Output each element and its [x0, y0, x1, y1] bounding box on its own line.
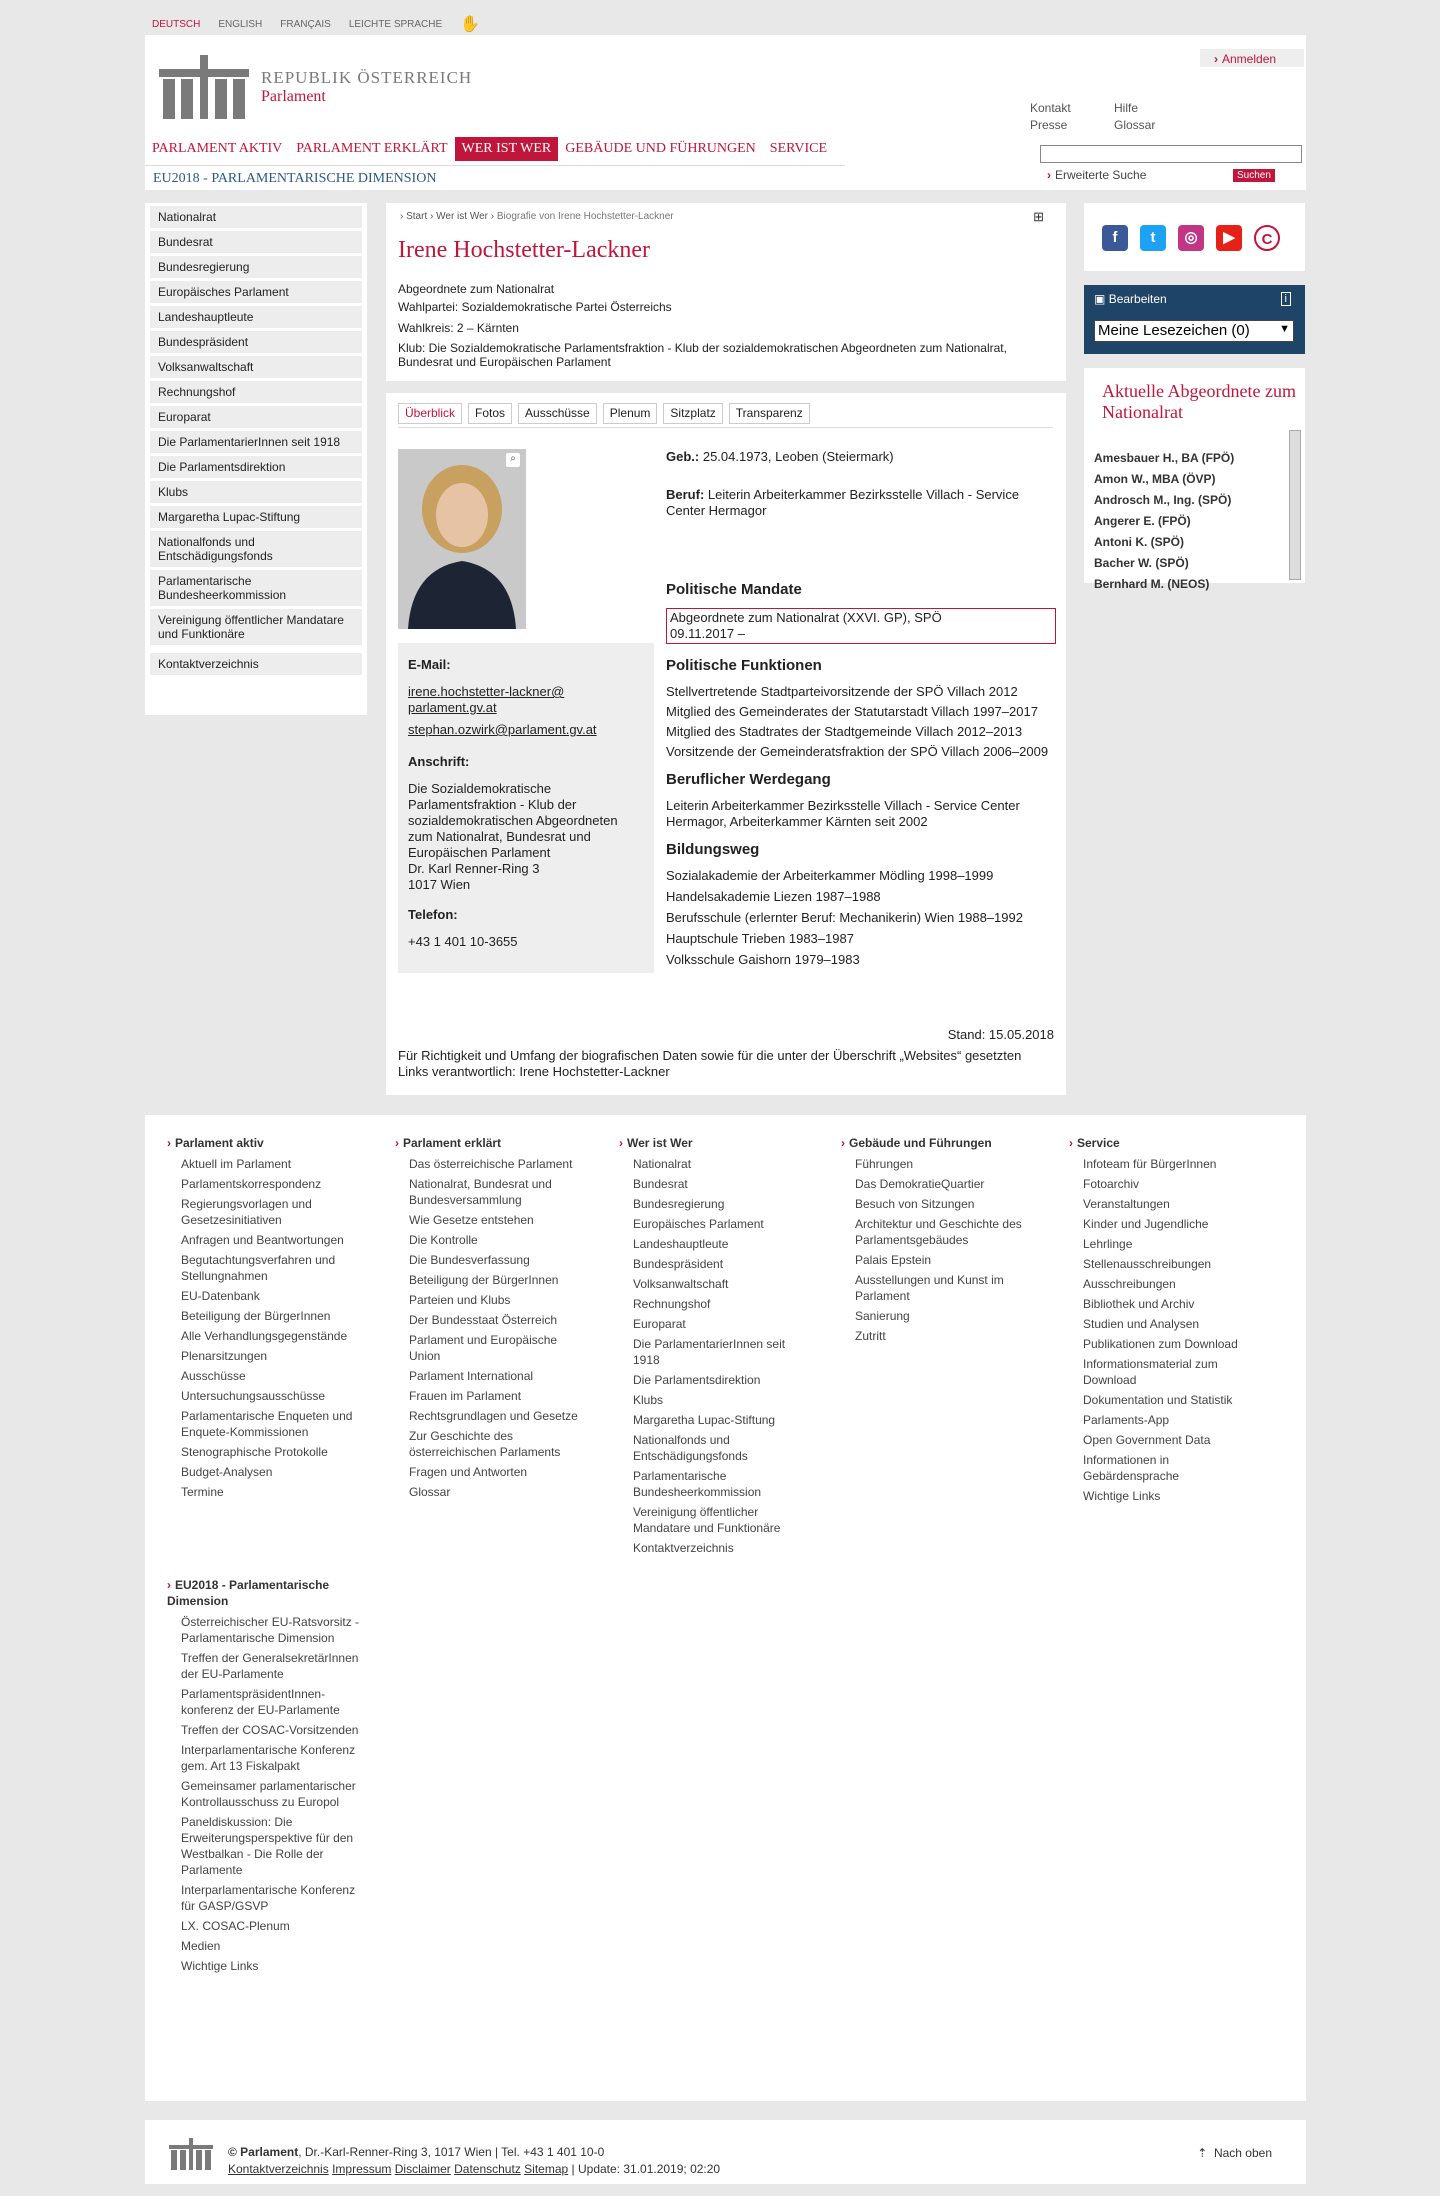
- link-kontaktverzeichnis[interactable]: Kontaktverzeichnis: [228, 2162, 329, 2176]
- zoom-icon[interactable]: ⌕: [506, 453, 520, 467]
- advanced-search-link[interactable]: › Erweiterte Suche: [1047, 168, 1147, 182]
- member-item[interactable]: Amesbauer H., BA (FPÖ): [1094, 451, 1235, 465]
- footer-link[interactable]: Die Bundesverfassung: [409, 1253, 530, 1267]
- biography: [666, 449, 1056, 968]
- footer-link[interactable]: Palais Epstein: [855, 1253, 932, 1267]
- footer-heading-label: Wer ist Wer: [627, 1136, 693, 1150]
- footer-link[interactable]: Plenarsitzungen: [181, 1349, 268, 1363]
- address-label: Anschrift:: [408, 754, 470, 769]
- sidebar-item[interactable]: Margaretha Lupac-Stiftung: [150, 506, 362, 528]
- footer-link[interactable]: Lehrlinge: [1083, 1237, 1133, 1251]
- instagram-icon[interactable]: ◎: [1178, 225, 1204, 251]
- footer-link[interactable]: Informationsmaterial zum Download: [1083, 1357, 1218, 1387]
- login-label: Anmelden: [1222, 52, 1277, 66]
- footer-link[interactable]: Anfragen und Beantwortungen: [181, 1233, 344, 1247]
- footer-link[interactable]: Dokumentation und Statistik: [1083, 1393, 1233, 1407]
- footer-link[interactable]: Architektur und Geschichte des Parlamentsgebäudes: [855, 1217, 1022, 1247]
- footer-link[interactable]: Klubs: [633, 1393, 664, 1407]
- footer-link[interactable]: LX. COSAC-Plenum: [181, 1919, 290, 1933]
- footer-link[interactable]: Beteiligung der BürgerInnen: [181, 1309, 331, 1323]
- footer-legal: [228, 2144, 720, 2178]
- footer-link[interactable]: Rechnungshof: [633, 1297, 711, 1311]
- sidebar-item[interactable]: Kontaktverzeichnis: [150, 653, 362, 675]
- footer-link[interactable]: Kinder und Jugendliche: [1083, 1217, 1209, 1231]
- parliament-logo-small-icon: [169, 2138, 213, 2170]
- footer-link[interactable]: Österreichischer EU-Ratsvorsitz - Parlamentarische Dimension: [181, 1615, 360, 1645]
- tab-fotos[interactable]: Fotos: [468, 403, 512, 424]
- footer-link[interactable]: Bundesrat: [633, 1177, 688, 1191]
- parliament-logo-icon: [159, 55, 249, 119]
- profile-body: [386, 393, 1066, 1095]
- link-disclaimer[interactable]: Disclaimer: [394, 2162, 451, 2176]
- footer-link[interactable]: Besuch von Sitzungen: [855, 1197, 975, 1211]
- footer-heading[interactable]: [167, 1577, 367, 1609]
- heading-werdegang: Beruflicher Werdegang: [666, 771, 831, 788]
- back-to-top-label: Nach oben: [1213, 2146, 1272, 2160]
- responsibility-note: Für Richtigkeit und Umfang der biografischen Daten sowie für die unter der Überschrift „Websites“ gesetzten Links verantwortlich: Irene Hochstetter-Lackner: [398, 1048, 1022, 1079]
- page-bottom: [145, 2120, 1306, 2184]
- footer-col-parlament-aktiv: [167, 1135, 367, 1504]
- link-sitemap[interactable]: Sitemap: [524, 2162, 569, 2176]
- search-button[interactable]: Suchen: [1233, 169, 1275, 182]
- info-icon[interactable]: i: [1281, 292, 1291, 306]
- link-impressum[interactable]: Impressum: [332, 2162, 392, 2176]
- footer-link[interactable]: Kontaktverzeichnis: [633, 1541, 734, 1555]
- footer: [145, 1115, 1306, 2101]
- contact-box: [398, 643, 654, 973]
- address-street: Dr. Karl Renner-Ring 3: [408, 861, 540, 876]
- sign-language-icon[interactable]: ✋: [460, 16, 481, 33]
- sidebar-item[interactable]: Europarat: [150, 406, 362, 428]
- footer-link[interactable]: Bibliothek und Archiv: [1083, 1297, 1195, 1311]
- sidebar-item[interactable]: Landeshauptleute: [150, 306, 362, 328]
- twitter-icon[interactable]: t: [1140, 225, 1166, 251]
- sidebar-item[interactable]: Bundesrat: [150, 231, 362, 253]
- member-item[interactable]: Bernhard M. (NEOS): [1094, 577, 1210, 591]
- footer-link[interactable]: Die ParlamentarierInnen seit 1918: [633, 1337, 786, 1367]
- breadcrumb-start[interactable]: Start: [406, 211, 428, 222]
- geb-value: 25.04.1973, Leoben (Steiermark): [699, 449, 894, 464]
- footer-link[interactable]: Publikationen zum Download: [1083, 1337, 1238, 1351]
- sidebar-item[interactable]: Bundespräsident: [150, 331, 362, 353]
- footer-link[interactable]: Das DemokratieQuartier: [855, 1177, 985, 1191]
- portrait-photo[interactable]: [398, 449, 526, 629]
- chevron-right-icon: ›: [1069, 1136, 1073, 1150]
- lang-deutsch[interactable]: DEUTSCH: [152, 18, 201, 30]
- footer-link[interactable]: Nationalrat, Bundesrat und Bundesversammlung: [409, 1177, 552, 1207]
- chevron-right-icon: ›: [619, 1136, 623, 1150]
- sidebar-item[interactable]: Parlamentarische Bundesheerkommission: [150, 570, 362, 606]
- footer-link[interactable]: Regierungsvorlagen und Gesetzesinitiativen: [181, 1197, 312, 1227]
- footer-col-parlament-erklaert: [395, 1135, 585, 1504]
- tab-sitzplatz[interactable]: Sitzplatz: [663, 403, 722, 424]
- member-item[interactable]: Angerer E. (FPÖ): [1094, 514, 1191, 528]
- person-role: Abgeordnete zum Nationalrat: [398, 282, 555, 296]
- arrow-up-icon: ⇡: [1197, 2146, 1208, 2160]
- bookmark-add-icon[interactable]: ⊞: [1033, 209, 1044, 224]
- update-date: | Update: 31.01.2019; 02:20: [571, 2162, 721, 2176]
- bookmarks-panel: [1084, 285, 1305, 354]
- footer-link[interactable]: Zutritt: [855, 1329, 886, 1343]
- sidebar-item[interactable]: Die Parlamentsdirektion: [150, 456, 362, 478]
- scrollbar[interactable]: [1289, 430, 1301, 580]
- funktion-item: Vorsitzende der Gemeinderatsfraktion der SPÖ Villach 2006–2009: [666, 744, 1049, 759]
- footer-link[interactable]: Die Kontrolle: [409, 1233, 478, 1247]
- footer-col-gebaeude: [841, 1135, 1031, 1348]
- bildung-item: Berufsschule (erlernter Beruf: Mechanikerin) Wien 1988–1992: [666, 910, 1023, 925]
- werdegang-item: Leiterin Arbeiterkammer Bezirksstelle Villach - Service Center Hermagor, Arbeiterkammer Kärnten seit 2002: [666, 798, 1020, 829]
- chevron-right-icon: ›: [395, 1136, 399, 1150]
- footer-link[interactable]: Interparlamentarische Konferenz für GASP/GSVP: [181, 1883, 356, 1913]
- footer-link[interactable]: Untersuchungsausschüsse: [181, 1389, 326, 1403]
- person-wahlpartei: Wahlpartei: Sozialdemokratische Partei Österreichs: [398, 300, 672, 314]
- footer-heading[interactable]: [841, 1135, 1031, 1151]
- footer-link[interactable]: Ausstellungen und Kunst im Parlament: [855, 1273, 1004, 1303]
- email-label: E-Mail:: [408, 657, 451, 672]
- logo-title: REPUBLIK ÖSTERREICH: [261, 68, 473, 87]
- footer-heading-label: Parlament erklärt: [403, 1136, 502, 1150]
- mandate-box: [666, 608, 1056, 644]
- footer-link[interactable]: Bundesregierung: [633, 1197, 725, 1211]
- footer-link[interactable]: Vereinigung öffentlicher Mandatare und Funktionäre: [633, 1505, 781, 1535]
- sidebar-item[interactable]: Vereinigung öffentlicher Mandatare und Funktionäre: [150, 609, 362, 645]
- tab-ueberblick[interactable]: Überblick: [398, 403, 462, 424]
- beruf-label: Beruf:: [666, 487, 705, 502]
- bildung-item: Hauptschule Trieben 1983–1987: [666, 931, 854, 946]
- footer-col-eu2018: [167, 1577, 367, 1978]
- footer-link[interactable]: Nationalfonds und Entschädigungsfonds: [633, 1433, 748, 1463]
- copyright: © Parlament: [228, 2145, 299, 2159]
- tab-plenum[interactable]: Plenum: [603, 403, 658, 424]
- profile-tabs: [398, 403, 810, 424]
- nav-wer-ist-wer[interactable]: WER IST WER: [455, 137, 559, 161]
- footer-col-wer-ist-wer: [619, 1135, 809, 1560]
- footer-link[interactable]: Begutachtungsverfahren und Stellungnahmen: [181, 1253, 336, 1283]
- footer-link[interactable]: EU-Datenbank: [181, 1289, 260, 1303]
- nav-eu2018[interactable]: EU2018 - PARLAMENTARISCHE DIMENSION: [145, 165, 845, 192]
- bookmark-select-value: Meine Lesezeichen (0): [1098, 322, 1250, 339]
- footer-link[interactable]: Parlament International: [409, 1369, 534, 1383]
- link-presse[interactable]: Presse: [1030, 118, 1068, 132]
- mandate-date: 09.11.2017 –: [670, 626, 745, 641]
- bildung-item: Sozialakademie der Arbeiterkammer Mödling 1998–1999: [666, 868, 994, 883]
- members-list: [1094, 448, 1289, 591]
- footer-link[interactable]: Wie Gesetze entstehen: [409, 1213, 534, 1227]
- funktion-item: Mitglied des Stadtrates der Stadtgemeinde Villach 2012–2013: [666, 724, 1023, 739]
- link-kontakt[interactable]: Kontakt: [1030, 101, 1071, 115]
- lang-leichte-sprache[interactable]: LEICHTE SPRACHE: [348, 18, 443, 30]
- phone-label: Telefon:: [408, 907, 458, 922]
- footer-link[interactable]: Ausschüsse: [181, 1369, 246, 1383]
- social-links: [1084, 203, 1305, 271]
- footer-link[interactable]: Sanierung: [855, 1309, 910, 1323]
- breadcrumb: › Start › Wer ist Wer › Biografie von Irene Hochstetter-Lackner: [400, 211, 674, 222]
- sidebar-item[interactable]: Klubs: [150, 481, 362, 503]
- footer-link[interactable]: Aktuell im Parlament: [181, 1157, 292, 1171]
- footer-link[interactable]: Fotoarchiv: [1083, 1177, 1140, 1191]
- sidebar-item[interactable]: Bundesregierung: [150, 256, 362, 278]
- breadcrumb-current: Biografie von Irene Hochstetter-Lackner: [496, 211, 674, 222]
- heading-mandate: Politische Mandate: [666, 581, 802, 598]
- footer-link[interactable]: Nationalrat: [633, 1157, 692, 1171]
- footer-link[interactable]: Gemeinsamer parlamentarischer Kontrollausschuss zu Europol: [181, 1779, 356, 1809]
- footer-link[interactable]: Wichtige Links: [1083, 1489, 1161, 1503]
- beruf-value: Leiterin Arbeiterkammer Bezirksstelle Villach - Service Center Hermagor: [666, 487, 1020, 518]
- member-item[interactable]: Bacher W. (SPÖ): [1094, 556, 1189, 570]
- footer-link[interactable]: Ausschreibungen: [1083, 1277, 1176, 1291]
- geb-label: Geb.:: [666, 449, 700, 464]
- footer-link[interactable]: Stellenausschreibungen: [1083, 1257, 1212, 1271]
- footer-link[interactable]: Parteien und Klubs: [409, 1293, 511, 1307]
- footer-link[interactable]: Die Parlamentsdirektion: [633, 1373, 761, 1387]
- footer-link[interactable]: Open Government Data: [1083, 1433, 1211, 1447]
- sidebar-item[interactable]: Europäisches Parlament: [150, 281, 362, 303]
- footer-heading[interactable]: [167, 1135, 367, 1151]
- footer-link[interactable]: Budget-Analysen: [181, 1465, 273, 1479]
- lang-english[interactable]: ENGLISH: [218, 18, 263, 30]
- current-members-title: Aktuelle Abgeordnete zum Nationalrat: [1102, 381, 1296, 422]
- app-icon[interactable]: C: [1254, 225, 1280, 251]
- address-city: 1017 Wien: [408, 877, 471, 892]
- person-klub: Klub: Die Sozialdemokratische Parlamentsfraktion - Klub der sozialdemokratischen Abgeordneten zum Nationalrat, Bundesrat und Europäischen Parlament: [398, 341, 1007, 369]
- footer-heading-label: Gebäude und Führungen: [849, 1136, 992, 1150]
- back-to-top-button[interactable]: [1197, 2146, 1272, 2160]
- footer-link[interactable]: ParlamentspräsidentInnen-konferenz der EU-Parlamente: [181, 1687, 340, 1717]
- person-wahlkreis: Wahlkreis: 2 – Kärnten: [398, 321, 519, 335]
- lang-francais[interactable]: FRANÇAIS: [280, 18, 331, 30]
- footer-link[interactable]: Europäisches Parlament: [633, 1217, 764, 1231]
- footer-heading-label: EU2018 - Parlamentarische Dimension: [167, 1578, 330, 1608]
- funktion-item: Mitglied des Gemeinderates der Statutarstadt Villach 1997–2017: [666, 704, 1038, 719]
- email-link-2[interactable]: stephan.ozwirk@parlament.gv.at: [408, 722, 597, 737]
- footer-link[interactable]: Führungen: [855, 1157, 914, 1171]
- footer-link[interactable]: Treffen der GeneralsekretärInnen der EU-Parlamente: [181, 1651, 359, 1681]
- address-footer: , Dr.-Karl-Renner-Ring 3, 1017 Wien | Tel. +43 1 401 10-0: [298, 2145, 605, 2159]
- phone-value: +43 1 401 10-3655: [408, 934, 518, 949]
- chevron-right-icon: ›: [167, 1578, 171, 1592]
- footer-link[interactable]: Rechtsgrundlagen und Gesetze: [409, 1409, 578, 1423]
- portrait-image: [398, 449, 526, 629]
- footer-link[interactable]: Parlamentskorrespondenz: [181, 1177, 322, 1191]
- link-datenschutz[interactable]: Datenschutz: [454, 2162, 521, 2176]
- link-hilfe[interactable]: Hilfe: [1114, 101, 1139, 115]
- footer-link[interactable]: Volksanwaltschaft: [633, 1277, 729, 1291]
- footer-link[interactable]: Der Bundesstaat Österreich: [409, 1313, 558, 1327]
- bearbeiten-title: Bearbeiten: [1108, 292, 1167, 306]
- site-header: [145, 35, 1306, 190]
- bildung-item: Volksschule Gaishorn 1979–1983: [666, 952, 860, 967]
- funktion-item: Stellvertretende Stadtparteivorsitzende der SPÖ Villach 2012: [666, 684, 1018, 699]
- advanced-search-label: Erweiterte Suche: [1055, 168, 1147, 182]
- login-button[interactable]: › Anmelden: [1200, 49, 1304, 67]
- footer-link[interactable]: Bundespräsident: [633, 1257, 724, 1271]
- footer-link[interactable]: Frauen im Parlament: [409, 1389, 522, 1403]
- chevron-right-icon: ›: [167, 1136, 171, 1150]
- footer-link[interactable]: Interparlamentarische Konferenz gem. Art 13 Fiskalpakt: [181, 1743, 356, 1773]
- footer-heading[interactable]: [619, 1135, 809, 1151]
- footer-link[interactable]: Veranstaltungen: [1083, 1197, 1170, 1211]
- page-title: Irene Hochstetter-Lackner: [398, 237, 651, 263]
- stand-date: Stand: 15.05.2018: [947, 1027, 1054, 1042]
- logo-subtitle: Parlament: [261, 88, 326, 105]
- chevron-down-icon: ▼: [1279, 323, 1290, 335]
- bildung-item: Handelsakademie Liezen 1987–1988: [666, 889, 881, 904]
- sidebar-item[interactable]: Volksanwaltschaft: [150, 356, 362, 378]
- tab-transparenz[interactable]: Transparenz: [729, 403, 810, 424]
- footer-link[interactable]: Zur Geschichte des österreichischen Parlaments: [409, 1429, 561, 1459]
- heading-bildung: Bildungsweg: [666, 841, 760, 858]
- member-item[interactable]: Amon W., MBA (ÖVP): [1094, 472, 1216, 486]
- mandate-line: Abgeordnete zum Nationalrat (XXVI. GP), SPÖ: [670, 610, 942, 625]
- footer-heading[interactable]: [1069, 1135, 1259, 1151]
- footer-link[interactable]: Margaretha Lupac-Stiftung: [633, 1413, 776, 1427]
- footer-link[interactable]: Infoteam für BürgerInnen: [1083, 1157, 1217, 1171]
- sidebar-item[interactable]: Rechnungshof: [150, 381, 362, 403]
- facebook-icon[interactable]: f: [1102, 225, 1128, 251]
- language-bar: [152, 14, 480, 34]
- footer-link[interactable]: Beteiligung der BürgerInnen: [409, 1273, 559, 1287]
- bookmark-select[interactable]: [1094, 320, 1294, 342]
- sidebar-nav: [145, 203, 367, 715]
- heading-funktionen: Politische Funktionen: [666, 657, 822, 674]
- member-item[interactable]: Androsch M., Ing. (SPÖ): [1094, 493, 1232, 507]
- footer-link[interactable]: Das österreichische Parlament: [409, 1157, 573, 1171]
- nav-gebaeude[interactable]: GEBÄUDE UND FÜHRUNGEN: [565, 141, 756, 156]
- footer-link[interactable]: Medien: [181, 1939, 221, 1953]
- chevron-right-icon: ›: [841, 1136, 845, 1150]
- main-nav: [145, 137, 834, 161]
- sidebar-item[interactable]: Nationalfonds und Entschädigungsfonds: [150, 531, 362, 567]
- email-link[interactable]: irene.hochstetter-lackner@ parlament.gv.at: [408, 684, 565, 715]
- address-text: Die Sozialdemokratische Parlamentsfraktion - Klub der sozialdemokratischen Abgeordneten zum Nationalrat, Bundesrat und Europäischen Parlament: [408, 781, 618, 860]
- footer-link[interactable]: Parlament und Europäische Union: [409, 1333, 558, 1363]
- footer-link[interactable]: Paneldiskussion: Die Erweiterungsperspektive für den Westbalkan - Die Rolle der Parlamente: [181, 1815, 354, 1877]
- nav-service[interactable]: SERVICE: [769, 141, 828, 156]
- profile-header: [386, 203, 1066, 381]
- utility-links: [1030, 101, 1194, 132]
- edit-icon: ▣: [1094, 292, 1106, 306]
- footer-link[interactable]: Landeshauptleute: [633, 1237, 729, 1251]
- footer-heading[interactable]: [395, 1135, 585, 1151]
- footer-link[interactable]: Glossar: [409, 1485, 451, 1499]
- footer-link[interactable]: Studien und Analysen: [1083, 1317, 1200, 1331]
- tab-ausschuesse[interactable]: Ausschüsse: [518, 403, 597, 424]
- footer-link[interactable]: Fragen und Antworten: [409, 1465, 528, 1479]
- search-input[interactable]: [1040, 145, 1302, 163]
- nav-parlament-aktiv[interactable]: PARLAMENT AKTIV: [152, 141, 283, 156]
- footer-link[interactable]: Europarat: [633, 1317, 686, 1331]
- footer-link[interactable]: Stenographische Protokolle: [181, 1445, 328, 1459]
- logo[interactable]: [159, 55, 472, 119]
- current-members-panel: [1084, 368, 1305, 591]
- footer-link[interactable]: Informationen in Gebärdensprache: [1083, 1453, 1180, 1483]
- sidebar-item[interactable]: Die ParlamentarierInnen seit 1918: [150, 431, 362, 453]
- footer-heading-label: Parlament aktiv: [175, 1136, 264, 1150]
- footer-link[interactable]: Wichtige Links: [181, 1959, 259, 1973]
- footer-heading-label: Service: [1077, 1136, 1120, 1150]
- footer-link[interactable]: Termine: [181, 1485, 224, 1499]
- footer-link[interactable]: Parlamentarische Enqueten und Enquete-Kommissionen: [181, 1409, 353, 1439]
- member-item[interactable]: Antoni K. (SPÖ): [1094, 535, 1184, 549]
- footer-link[interactable]: Alle Verhandlungsgegenstände: [181, 1329, 348, 1343]
- tab-divider: [398, 427, 1053, 428]
- footer-col-service: [1069, 1135, 1259, 1508]
- footer-link[interactable]: Treffen der COSAC-Vorsitzenden: [181, 1723, 359, 1737]
- footer-link[interactable]: Parlaments-App: [1083, 1413, 1170, 1427]
- breadcrumb-wer-ist-wer[interactable]: Wer ist Wer: [436, 211, 488, 222]
- sidebar-item[interactable]: Nationalrat: [150, 206, 362, 228]
- nav-parlament-erklaert[interactable]: PARLAMENT ERKLÄRT: [296, 141, 448, 156]
- youtube-icon[interactable]: ▶: [1216, 225, 1242, 251]
- link-glossar[interactable]: Glossar: [1114, 118, 1156, 132]
- footer-link[interactable]: Parlamentarische Bundesheerkommission: [633, 1469, 762, 1499]
